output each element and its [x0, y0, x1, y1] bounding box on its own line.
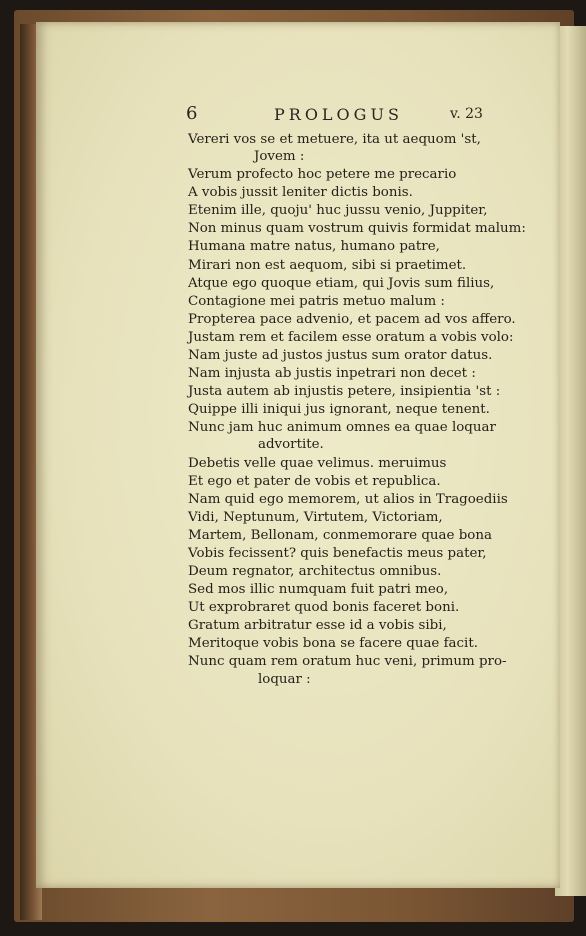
text-line: Contagione mei patris metuo malum : — [188, 294, 445, 309]
page-header — [186, 103, 511, 127]
text-line: Nam juste ad justos justus sum orator datus. — [188, 348, 493, 363]
text-line: A vobis jussit leniter dictis bonis. — [188, 185, 413, 200]
text-line: Deum regnator, architectus omnibus. — [188, 564, 442, 579]
text-line: Meritoque vobis bona se facere quae facit. — [188, 636, 478, 651]
text-line: Nam quid ego memorem, ut alios in Tragoediis — [188, 492, 508, 507]
text-line: Nam injusta ab justis inpetrari non decet : — [188, 366, 476, 381]
text-line: Nunc jam huc animum omnes ea quae loquar — [188, 420, 496, 435]
text-line: Justa autem ab injustis petere, insipientia 'st : — [188, 384, 501, 399]
text-line: Etenim ille, quoju' huc jussu venio, Juppiter, — [188, 203, 488, 218]
page-number: 6 — [186, 103, 198, 124]
text-line: Gratum arbitratur esse id a vobis sibi, — [188, 618, 447, 633]
verse-reference: v. 23 — [450, 106, 483, 122]
text-line: Propterea pace advenio, et pacem ad vos affero. — [188, 312, 516, 327]
text-line: Mirari non est aequom, sibi si praetimet. — [188, 258, 467, 273]
text-line: Vereri vos se et metuere, ita ut aequom 'st, — [188, 132, 481, 147]
text-line: Humana matre natus, humano patre, — [188, 239, 440, 254]
text-line: Martem, Bellonam, conmemorare quae bona — [188, 528, 492, 543]
text-line: Ut exprobraret quod bonis faceret boni. — [188, 600, 460, 615]
text-line: Nunc quam rem oratum huc veni, primum pro- — [188, 654, 507, 669]
text-line: advortite. — [258, 437, 324, 452]
text-line: Atque ego quoque etiam, qui Jovis sum filius, — [188, 276, 495, 291]
text-line: Vidi, Neptunum, Virtutem, Victoriam, — [188, 510, 443, 525]
text-line: Et ego et pater de vobis et republica. — [188, 474, 441, 489]
text-line: Debetis velle quae velimus. meruimus — [188, 456, 447, 471]
text-line: Sed mos illic numquam fuit patri meo, — [188, 582, 449, 597]
running-title: PROLOGUS — [274, 105, 403, 124]
text-line: Verum profecto hoc petere me precario — [188, 167, 457, 182]
text-line: Vobis fecissent? quis benefactis meus pater, — [188, 546, 487, 561]
text-line: Non minus quam vostrum quivis formidat malum: — [188, 221, 526, 236]
text-line: Jovem : — [254, 149, 305, 164]
text-line: loquar : — [258, 672, 311, 687]
text-line: Justam rem et facilem esse oratum a vobis volo: — [188, 330, 514, 345]
text-line: Quippe illi iniqui jus ignorant, neque tenent. — [188, 402, 490, 417]
